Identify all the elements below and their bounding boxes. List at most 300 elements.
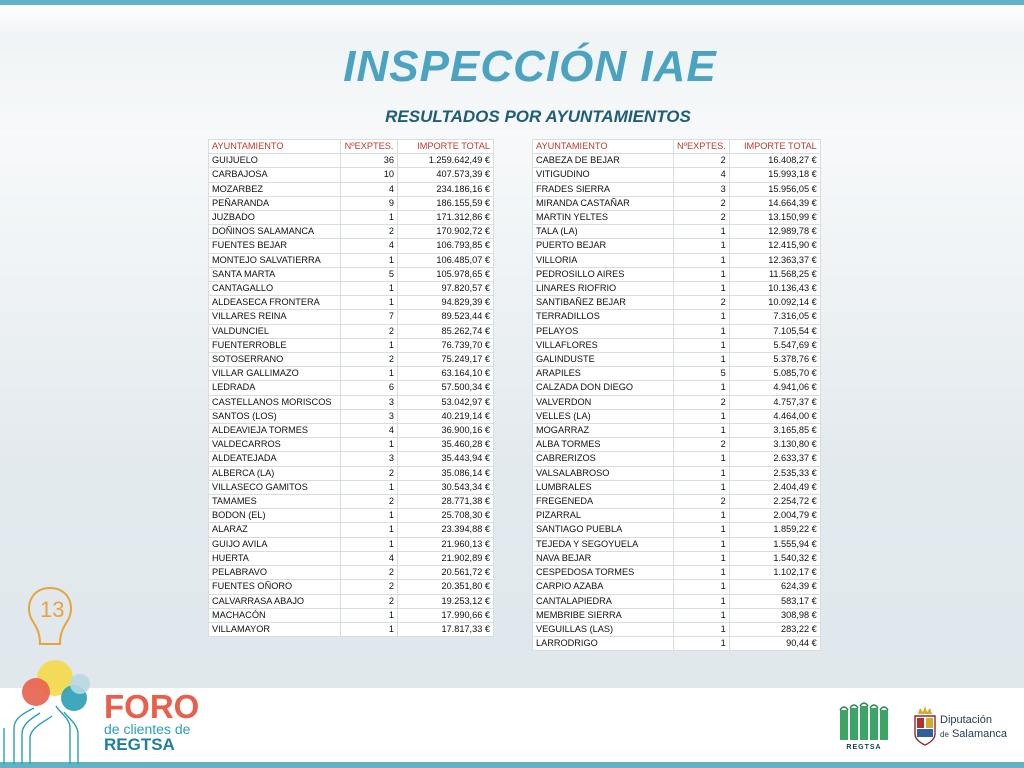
cell-expedientes: 4 — [674, 168, 729, 181]
cell-importe: 308,98 € — [730, 609, 820, 622]
foro-number: 13 — [40, 597, 65, 622]
table-row — [209, 183, 493, 196]
cell-importe: 1.859,22 € — [730, 523, 820, 536]
cell-expedientes: 1 — [674, 381, 729, 394]
cell-importe: 186.155,59 € — [398, 197, 493, 210]
cell-ayuntamiento: VALVERDON — [533, 396, 673, 409]
cell-expedientes: 1 — [674, 239, 729, 252]
cell-importe: 3.165,85 € — [730, 424, 820, 437]
cell-expedientes: 2 — [674, 396, 729, 409]
cell-importe: 12.363,37 € — [730, 254, 820, 267]
cell-ayuntamiento: SANTIBAÑEZ BEJAR — [533, 296, 673, 309]
table-row — [209, 168, 493, 181]
cell-importe: 35.443,94 € — [398, 452, 493, 465]
cell-expedientes: 2 — [341, 325, 397, 338]
cell-importe: 2.404,49 € — [730, 481, 820, 494]
cell-importe: 624,39 € — [730, 580, 820, 593]
cell-expedientes: 2 — [341, 580, 397, 593]
table-header-row — [533, 140, 820, 153]
foro-subtitle: de clientes de — [104, 721, 191, 737]
cell-importe: 2.535,33 € — [730, 467, 820, 480]
cell-expedientes: 1 — [674, 410, 729, 423]
cell-expedientes: 3 — [341, 410, 397, 423]
table-row — [533, 509, 820, 522]
cell-ayuntamiento: LEDRADA — [209, 381, 340, 394]
table-row — [533, 225, 820, 238]
cell-ayuntamiento: PUERTO BEJAR — [533, 239, 673, 252]
cell-expedientes: 3 — [341, 452, 397, 465]
cell-ayuntamiento: CARBAJOSA — [209, 168, 340, 181]
table-row — [209, 538, 493, 551]
cell-expedientes: 2 — [341, 353, 397, 366]
cell-expedientes: 1 — [674, 566, 729, 579]
table-row — [209, 467, 493, 480]
table-row — [209, 254, 493, 267]
cell-importe: 10.136,43 € — [730, 282, 820, 295]
cell-importe: 20.561,72 € — [398, 566, 493, 579]
cell-importe: 21.902,89 € — [398, 552, 493, 565]
page-subtitle: RESULTADOS POR AYUNTAMIENTOS — [385, 107, 691, 126]
cell-ayuntamiento: CANTAGALLO — [209, 282, 340, 295]
regtsa-label: REGTSA — [846, 744, 882, 751]
table-row — [209, 623, 493, 636]
cell-ayuntamiento: MACHACÓN — [209, 609, 340, 622]
table-row — [209, 339, 493, 352]
cell-ayuntamiento: SANTA MARTA — [209, 268, 340, 281]
diputacion-line2-name: Salamanca — [951, 728, 1008, 740]
cell-ayuntamiento: HUERTA — [209, 552, 340, 565]
cell-expedientes: 9 — [341, 197, 397, 210]
table-row — [533, 424, 820, 437]
table-row — [533, 254, 820, 267]
cell-importe: 7.316,05 € — [730, 310, 820, 323]
cell-expedientes: 7 — [341, 310, 397, 323]
column-header-ayuntamiento: AYUNTAMIENTO — [209, 140, 340, 153]
cell-ayuntamiento: CABRERIZOS — [533, 452, 673, 465]
table-row — [209, 310, 493, 323]
cell-importe: 94.829,39 € — [398, 296, 493, 309]
column-header-expedientes: NºEXPTES. — [341, 140, 397, 153]
table-row — [209, 523, 493, 536]
cell-ayuntamiento: SANTOS (LOS) — [209, 410, 340, 423]
cell-ayuntamiento: CASTELLANOS MORISCOS — [209, 396, 340, 409]
cell-importe: 16.408,27 € — [730, 154, 820, 167]
cell-ayuntamiento: VALDUNCIEL — [209, 325, 340, 338]
foro-title: FORO — [104, 688, 200, 725]
cell-ayuntamiento: CARPIO AZABA — [533, 580, 673, 593]
cell-expedientes: 1 — [341, 481, 397, 494]
table-row — [533, 268, 820, 281]
table-row — [209, 353, 493, 366]
cell-importe: 171.312,86 € — [398, 211, 493, 224]
column-header-importe: IMPORTE TOTAL — [398, 140, 493, 153]
cell-ayuntamiento: DOÑINOS SALAMANCA — [209, 225, 340, 238]
table-row — [533, 310, 820, 323]
cell-importe: 4.757,37 € — [730, 396, 820, 409]
cell-expedientes: 1 — [674, 254, 729, 267]
table-row — [209, 438, 493, 451]
cell-importe: 283,22 € — [730, 623, 820, 636]
cell-expedientes: 1 — [341, 296, 397, 309]
cell-importe: 170.902,72 € — [398, 225, 493, 238]
cell-importe: 17.817,33 € — [398, 623, 493, 636]
cell-expedientes: 1 — [341, 282, 397, 295]
table-row — [209, 580, 493, 593]
cell-expedientes: 1 — [341, 509, 397, 522]
cell-importe: 15.993,18 € — [730, 168, 820, 181]
table-row — [533, 168, 820, 181]
table-row — [533, 410, 820, 423]
cell-expedientes: 1 — [341, 538, 397, 551]
table-row — [533, 595, 820, 608]
cell-expedientes: 1 — [674, 325, 729, 338]
cell-ayuntamiento: VITIGUDINO — [533, 168, 673, 181]
cell-expedientes: 2 — [341, 495, 397, 508]
cell-importe: 75.249,17 € — [398, 353, 493, 366]
cell-ayuntamiento: ALBERCA (LA) — [209, 467, 340, 480]
table-row — [533, 367, 820, 380]
table-row — [533, 296, 820, 309]
column-header-expedientes: NºEXPTES. — [674, 140, 729, 153]
table-row — [209, 396, 493, 409]
cell-importe: 11.568,25 € — [730, 268, 820, 281]
table-row — [533, 211, 820, 224]
table-row — [209, 296, 493, 309]
cell-importe: 23.394,88 € — [398, 523, 493, 536]
table-row — [209, 268, 493, 281]
diputacion-crest-icon — [912, 704, 938, 746]
cell-ayuntamiento: PELABRAVO — [209, 566, 340, 579]
cell-expedientes: 1 — [674, 452, 729, 465]
column-header-importe: IMPORTE TOTAL — [730, 140, 820, 153]
cell-expedientes: 36 — [341, 154, 397, 167]
table-row — [209, 154, 493, 167]
cell-ayuntamiento: ALDEATEJADA — [209, 452, 340, 465]
cell-importe: 13.150,99 € — [730, 211, 820, 224]
cell-expedientes: 1 — [674, 310, 729, 323]
cell-ayuntamiento: GUIJUELO — [209, 154, 340, 167]
diputacion-line2 — [940, 727, 1007, 742]
cell-expedientes: 1 — [341, 438, 397, 451]
cell-importe: 5.547,69 € — [730, 339, 820, 352]
cell-expedientes: 2 — [341, 225, 397, 238]
table-header-row — [209, 140, 493, 153]
cell-importe: 85.262,74 € — [398, 325, 493, 338]
cell-importe: 10.092,14 € — [730, 296, 820, 309]
cell-ayuntamiento: CESPEDOSA TORMES — [533, 566, 673, 579]
cell-ayuntamiento: JUZBADO — [209, 211, 340, 224]
cell-ayuntamiento: PEÑARANDA — [209, 197, 340, 210]
table-row — [533, 353, 820, 366]
cell-importe: 105.978,65 € — [398, 268, 493, 281]
table-row — [533, 452, 820, 465]
table-row — [533, 538, 820, 551]
cell-ayuntamiento: ALDEAVIEJA TORMES — [209, 424, 340, 437]
cell-expedientes: 2 — [341, 595, 397, 608]
cell-expedientes: 1 — [674, 523, 729, 536]
cell-ayuntamiento: FREGENEDA — [533, 495, 673, 508]
cell-importe: 1.259.642,49 € — [398, 154, 493, 167]
cell-expedientes: 3 — [341, 396, 397, 409]
cell-ayuntamiento: ALARAZ — [209, 523, 340, 536]
column-header-ayuntamiento: AYUNTAMIENTO — [533, 140, 673, 153]
cell-ayuntamiento: VELLES (LA) — [533, 410, 673, 423]
table-row — [533, 580, 820, 593]
cell-ayuntamiento: MOZARBEZ — [209, 183, 340, 196]
table-row — [209, 381, 493, 394]
table-row — [209, 211, 493, 224]
cell-ayuntamiento: MEMBRIBE SIERRA — [533, 609, 673, 622]
foro-org: REGTSA — [104, 735, 175, 754]
table-row — [533, 566, 820, 579]
cell-ayuntamiento: VILLARES REINA — [209, 310, 340, 323]
cell-expedientes: 1 — [341, 623, 397, 636]
cell-importe: 7.105,54 € — [730, 325, 820, 338]
cell-ayuntamiento: MIRANDA CASTAÑAR — [533, 197, 673, 210]
foro-wordmark — [104, 688, 200, 754]
diputacion-line2-prefix: de — [940, 730, 949, 739]
cell-importe: 1.540,32 € — [730, 552, 820, 565]
cell-ayuntamiento: VALSALABROSO — [533, 467, 673, 480]
cell-expedientes: 10 — [341, 168, 397, 181]
table-row — [209, 239, 493, 252]
cell-expedientes: 1 — [674, 552, 729, 565]
cell-ayuntamiento: ALDEASECA FRONTERA — [209, 296, 340, 309]
cell-importe: 407.573,39 € — [398, 168, 493, 181]
table-row — [533, 438, 820, 451]
cell-importe: 36.900,16 € — [398, 424, 493, 437]
cell-ayuntamiento: MONTEJO SALVATIERRA — [209, 254, 340, 267]
cell-importe: 583,17 € — [730, 595, 820, 608]
cell-expedientes: 1 — [674, 538, 729, 551]
cell-importe: 21.960,13 € — [398, 538, 493, 551]
cell-ayuntamiento: CABEZA DE BEJAR — [533, 154, 673, 167]
cell-expedientes: 1 — [674, 580, 729, 593]
table-row — [209, 566, 493, 579]
table-row — [209, 609, 493, 622]
cell-importe: 2.004,79 € — [730, 509, 820, 522]
cell-ayuntamiento: MARTIN YELTES — [533, 211, 673, 224]
cell-ayuntamiento: SANTIAGO PUEBLA — [533, 523, 673, 536]
cell-ayuntamiento: PIZARRAL — [533, 509, 673, 522]
cell-ayuntamiento: LINARES RIOFRIO — [533, 282, 673, 295]
table-row — [533, 339, 820, 352]
cell-importe: 106.793,85 € — [398, 239, 493, 252]
cell-expedientes: 1 — [674, 509, 729, 522]
cell-ayuntamiento: CALVARRASA ABAJO — [209, 595, 340, 608]
cell-expedientes: 1 — [674, 623, 729, 636]
cell-ayuntamiento: FUENTERROBLE — [209, 339, 340, 352]
cell-ayuntamiento: GALINDUSTE — [533, 353, 673, 366]
cell-ayuntamiento: TEJEDA Y SEGOYUELA — [533, 538, 673, 551]
cell-ayuntamiento: PEDROSILLO AIRES — [533, 268, 673, 281]
cell-ayuntamiento: CANTALAPIEDRA — [533, 595, 673, 608]
cell-ayuntamiento: NAVA BEJAR — [533, 552, 673, 565]
table-row — [533, 609, 820, 622]
cell-expedientes: 2 — [674, 211, 729, 224]
cell-importe: 17.990,66 € — [398, 609, 493, 622]
cell-expedientes: 1 — [341, 609, 397, 622]
table-row — [209, 509, 493, 522]
cell-expedientes: 2 — [674, 296, 729, 309]
table-row — [209, 282, 493, 295]
cell-ayuntamiento: GUIJO AVILA — [209, 538, 340, 551]
table-row — [209, 552, 493, 565]
cell-expedientes: 1 — [674, 637, 729, 650]
table-row — [533, 381, 820, 394]
cell-importe: 89.523,44 € — [398, 310, 493, 323]
table-row — [209, 410, 493, 423]
table-row — [209, 595, 493, 608]
cell-importe: 35.460,28 € — [398, 438, 493, 451]
results-table-left — [208, 139, 494, 637]
cell-importe: 4.464,00 € — [730, 410, 820, 423]
cell-expedientes: 1 — [341, 339, 397, 352]
table-row — [533, 467, 820, 480]
cell-expedientes: 1 — [674, 353, 729, 366]
cell-expedientes: 2 — [674, 197, 729, 210]
diputacion-line1: Diputación — [940, 714, 992, 726]
cell-expedientes: 5 — [674, 367, 729, 380]
cell-expedientes: 6 — [341, 381, 397, 394]
cell-importe: 4.941,06 € — [730, 381, 820, 394]
cell-ayuntamiento: BODON (EL) — [209, 509, 340, 522]
cell-ayuntamiento: FRADES SIERRA — [533, 183, 673, 196]
table-row — [533, 623, 820, 636]
table-row — [209, 367, 493, 380]
cell-ayuntamiento: TAMAMES — [209, 495, 340, 508]
cell-importe: 57.500,34 € — [398, 381, 493, 394]
table-row — [533, 154, 820, 167]
cell-expedientes: 2 — [341, 566, 397, 579]
cell-ayuntamiento: ALBA TORMES — [533, 438, 673, 451]
cell-ayuntamiento: VILLAMAYOR — [209, 623, 340, 636]
table-row — [209, 197, 493, 210]
top-band — [0, 5, 1024, 35]
cell-expedientes: 1 — [674, 424, 729, 437]
cell-importe: 2.633,37 € — [730, 452, 820, 465]
cell-ayuntamiento: CALZADA DON DIEGO — [533, 381, 673, 394]
table-row — [209, 495, 493, 508]
page-title: INSPECCIÓN IAE — [343, 42, 717, 91]
cell-ayuntamiento: TALA (LA) — [533, 225, 673, 238]
cell-importe: 12.989,78 € — [730, 225, 820, 238]
cell-expedientes: 4 — [341, 239, 397, 252]
cell-expedientes: 4 — [341, 552, 397, 565]
cell-ayuntamiento: LARRODRIGO — [533, 637, 673, 650]
cell-importe: 15.956,05 € — [730, 183, 820, 196]
cell-importe: 25.708,30 € — [398, 509, 493, 522]
cell-ayuntamiento: VILLASECO GAMITOS — [209, 481, 340, 494]
table-row — [533, 552, 820, 565]
cell-importe: 19.253,12 € — [398, 595, 493, 608]
table-row — [533, 282, 820, 295]
table-row — [533, 495, 820, 508]
cell-expedientes: 1 — [674, 595, 729, 608]
cell-ayuntamiento: MOGARRAZ — [533, 424, 673, 437]
cell-importe: 106.485,07 € — [398, 254, 493, 267]
cell-importe: 1.102,17 € — [730, 566, 820, 579]
cell-expedientes: 1 — [674, 481, 729, 494]
cell-ayuntamiento: PELAYOS — [533, 325, 673, 338]
cell-ayuntamiento: LUMBRALES — [533, 481, 673, 494]
cell-importe: 30.543,34 € — [398, 481, 493, 494]
cell-importe: 53.042,97 € — [398, 396, 493, 409]
cell-expedientes: 1 — [674, 225, 729, 238]
table-row — [209, 424, 493, 437]
table-row — [533, 197, 820, 210]
table-row — [533, 396, 820, 409]
cell-importe: 234.186,16 € — [398, 183, 493, 196]
results-table-right — [532, 139, 821, 651]
cell-importe: 14.664,39 € — [730, 197, 820, 210]
cell-expedientes: 2 — [674, 438, 729, 451]
table-row — [533, 325, 820, 338]
cell-importe: 12.415,90 € — [730, 239, 820, 252]
table-row — [209, 481, 493, 494]
cell-expedientes: 4 — [341, 424, 397, 437]
cell-expedientes: 1 — [341, 211, 397, 224]
cell-expedientes: 1 — [674, 282, 729, 295]
table-row — [209, 325, 493, 338]
cell-ayuntamiento: VILLAFLORES — [533, 339, 673, 352]
cell-expedientes: 1 — [341, 523, 397, 536]
cell-importe: 28.771,38 € — [398, 495, 493, 508]
table-row — [209, 452, 493, 465]
cell-ayuntamiento: VILLAR GALLIMAZO — [209, 367, 340, 380]
cell-expedientes: 3 — [674, 183, 729, 196]
cell-ayuntamiento: ARAPILES — [533, 367, 673, 380]
cell-ayuntamiento: TERRADILLOS — [533, 310, 673, 323]
cell-ayuntamiento: FUENTES OÑORO — [209, 580, 340, 593]
cell-expedientes: 2 — [341, 467, 397, 480]
cell-importe: 20.351,80 € — [398, 580, 493, 593]
cell-importe: 1.555,94 € — [730, 538, 820, 551]
cell-importe: 76.739,70 € — [398, 339, 493, 352]
cell-importe: 40.219,14 € — [398, 410, 493, 423]
diputacion-wordmark — [940, 713, 1007, 742]
cell-expedientes: 2 — [674, 495, 729, 508]
table-row — [533, 183, 820, 196]
cell-expedientes: 1 — [674, 609, 729, 622]
cell-importe: 90,44 € — [730, 637, 820, 650]
cell-importe: 2.254,72 € — [730, 495, 820, 508]
cell-ayuntamiento: VALDECARROS — [209, 438, 340, 451]
cell-expedientes: 5 — [341, 268, 397, 281]
table-row — [533, 523, 820, 536]
cell-importe: 3.130,80 € — [730, 438, 820, 451]
cell-expedientes: 1 — [674, 467, 729, 480]
cell-ayuntamiento: SOTOSERRANO — [209, 353, 340, 366]
table-row — [533, 481, 820, 494]
cell-expedientes: 1 — [341, 367, 397, 380]
cell-ayuntamiento: FUENTES BEJAR — [209, 239, 340, 252]
cell-importe: 63.164,10 € — [398, 367, 493, 380]
cell-importe: 35.086,14 € — [398, 467, 493, 480]
table-row — [209, 225, 493, 238]
cell-expedientes: 1 — [674, 339, 729, 352]
cell-ayuntamiento: VILLORIA — [533, 254, 673, 267]
cell-importe: 97.820,57 € — [398, 282, 493, 295]
cell-expedientes: 1 — [674, 268, 729, 281]
cell-expedientes: 1 — [341, 254, 397, 267]
cell-importe: 5.378,76 € — [730, 353, 820, 366]
cell-ayuntamiento: VEGUILLAS (LAS) — [533, 623, 673, 636]
cell-expedientes: 2 — [674, 154, 729, 167]
cell-expedientes: 4 — [341, 183, 397, 196]
table-row — [533, 637, 820, 650]
cell-importe: 5.085,70 € — [730, 367, 820, 380]
